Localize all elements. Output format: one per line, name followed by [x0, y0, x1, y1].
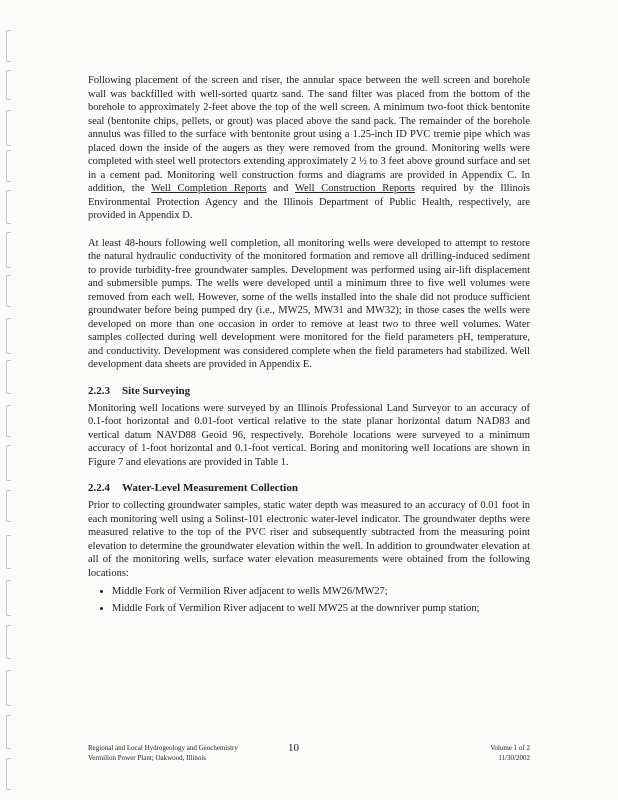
binder-mark	[6, 190, 11, 224]
footer-date: 11/30/2002	[498, 754, 530, 762]
binder-mark	[6, 490, 11, 522]
binder-mark	[6, 758, 11, 790]
binder-mark	[6, 150, 11, 182]
footer-location: Vermilion Power Plant; Oakwood, Illinois	[88, 754, 207, 762]
paragraph-site-surveying: Monitoring well locations were surveyed by an Illinois Professional Land Surveyor to an accuracy of 0.1-foot horizontal and 0.01-foot vertical relative to the state planar horizontal datum NAD83 and vertical datum NAVD88 Geoid 96, respectively. Borehole locations were surveyed to a minimum accuracy of 1-foot horizontal and 0.1-foot vertical. Boring and monitoring well locations are shown in Figure 7 and elevations are provided in Table 1.	[88, 402, 530, 468]
well-construction-reports-ref: Well Construction Reports	[294, 183, 415, 194]
binder-mark	[6, 318, 11, 354]
binder-mark	[6, 30, 11, 62]
binder-mark	[6, 405, 11, 437]
list-item: • Middle Fork of Vermilion River adjacent to well MW25 at the downriver pump station;	[112, 602, 530, 616]
section-heading-site-surveying: 2.2.3 Site Surveying	[88, 384, 191, 397]
binder-mark	[6, 70, 11, 100]
well-completion-reports-ref: Well Completion Reports	[151, 183, 267, 194]
page-body	[88, 74, 530, 618]
section-heading-water-level: 2.2.4 Water-Level Measurement Collection	[88, 482, 298, 494]
paragraph-water-level: Prior to collecting groundwater samples, static water depth was measured to an accuracy of 0.01 foot in each monitoring well using a Solinst-101 electronic water-level indicator. The groundwater depths were measured relative to the top of the PVC riser and subsequently subtracted from the measuring point elevation to determine the groundwater elevation within the well. In addition to groundwater elevation at all of the monitoring wells, surface water elevation measurements were obtained from the following locations:	[88, 500, 530, 579]
footer-report-title: Regional and Local Hydrogeology and Geochemistry	[88, 744, 238, 752]
binder-mark	[6, 715, 11, 749]
binder-mark	[6, 535, 11, 569]
footer-volume: Volume 1 of 2	[490, 744, 530, 752]
location-list	[88, 585, 530, 615]
list-item: • Middle Fork of Vermilion River adjacent to wells MW26/MW27;	[112, 585, 530, 599]
binder-mark	[6, 110, 11, 146]
binder-mark	[6, 445, 11, 481]
footer-left	[88, 743, 238, 763]
paragraph-well-development: At least 48-hours following well completion, all monitoring wells were developed to attempt to restore the natural hydraulic conductivity of the monitored formation and remove all drilling-induced sediment to provide turbidity-free groundwater samples. Development was performed using air-lift displacement and submersible pumps. The wells were developed until a minimum three to five well volumes were removed from each well. However, some of the wells installed into the shale did not produce sufficient groundwater before being pumped dry (i.e., MW25, MW31 and MW32); in those cases the wells were developed on more than one occasion in order to remove at least two to three well volumes. Water samples collected during well development were monitored for the field parameters pH, temperature, and conductivity. Development was considered complete when the field parameters had stabilized. Well development data sheets are provided in Appendix E.	[88, 237, 530, 370]
page-number: 10	[288, 742, 299, 754]
binder-mark	[6, 625, 11, 659]
binder-mark	[6, 670, 11, 706]
binder-mark	[6, 275, 11, 307]
footer-right	[490, 743, 530, 763]
paragraph-well-construction: Following placement of the screen and riser, the annular space between the well screen and borehole wall was backfilled with well-sorted quartz sand. The sand filter was placed from the bottom of the borehole to approximately 2-feet above the top of the well screen. A minimum two-foot thick bentonite seal (bentonite chips, pellets, or grout) was placed above the sand pack. The remainder of the borehole annulus was filled to the surface with bentonite grout using a 1.25-inch ID PVC tremie pipe which was placed down the inside of the augers as they were removed from the ground. Monitoring wells were completed with steel well protectors extending approximately 2 ½ to 3 feet above ground surface and set in a cement pad. Monitoring well construction forms and diagrams are provided in Appendix C. In addition, the Well Completion Reports and Well Construction Reports required by the Illinois Environmental Protection Agency and the Illinois Department of Public Health, respectively, are provided in Appendix D.	[88, 75, 530, 221]
binder-mark	[6, 580, 11, 616]
binder-mark	[6, 232, 11, 268]
binder-mark	[6, 360, 11, 394]
